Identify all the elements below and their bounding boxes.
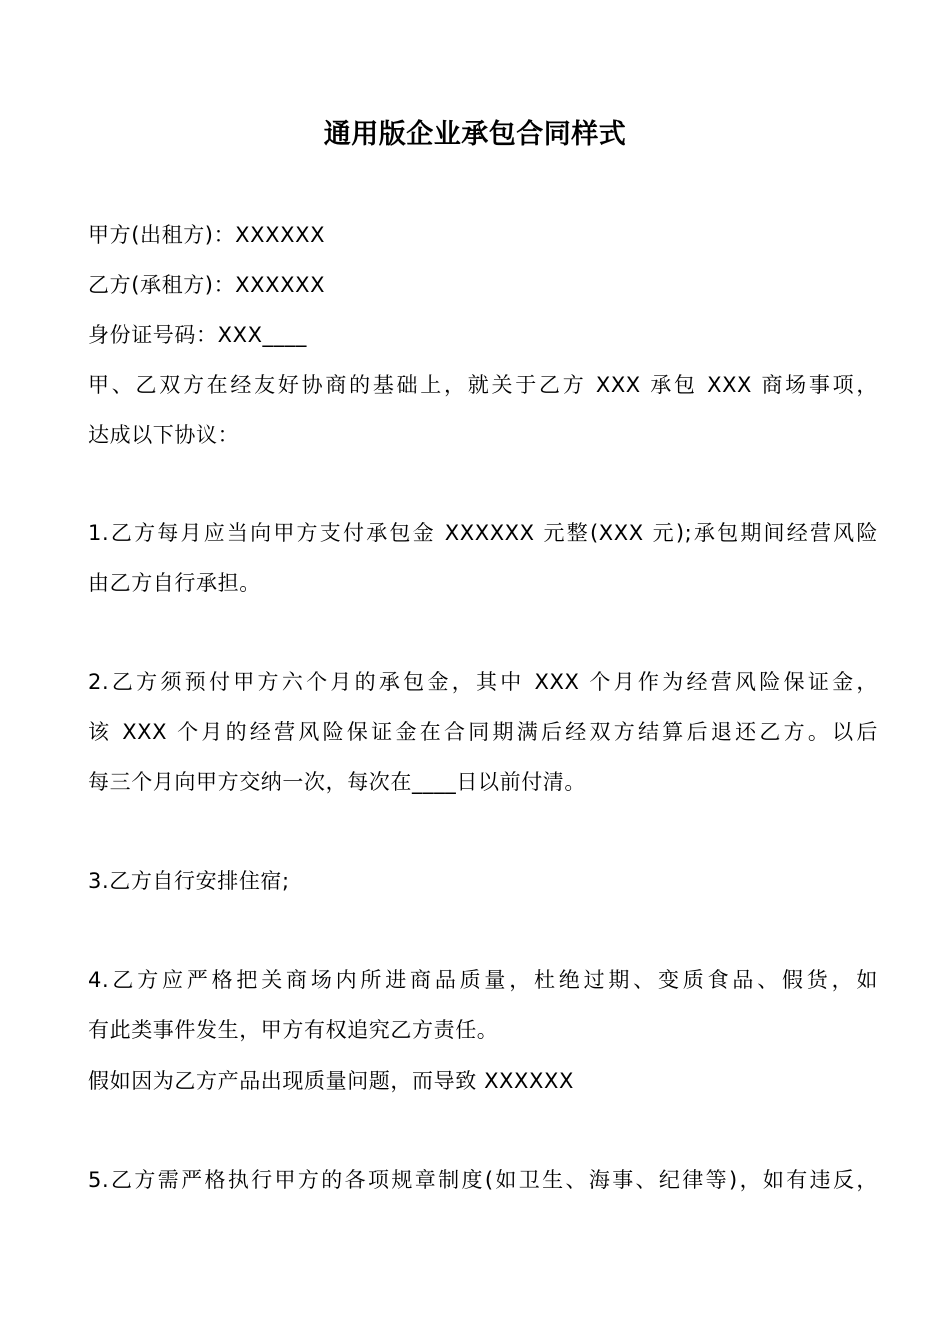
clause-2-text-2: 该 XXX 个月的经营风险保证金在合同期满后经双方结算后退还乙方。以后: [88, 720, 878, 744]
clause-4-line-1: [88, 963, 888, 997]
clause-1-line-1: [88, 516, 888, 550]
document-title: 通用版企业承包合同样式: [323, 119, 627, 150]
party-a-line: 甲方(出租方)：XXXXXX: [88, 223, 326, 247]
clause-5-text-1: 5.乙方需严格执行甲方的各项规章制度(如卫生、海事、纪律等)，如有违反，: [88, 1168, 878, 1192]
clause-2-line-2: [88, 715, 888, 749]
clause-3-line-1: 3.乙方自行安排住宿;: [88, 869, 290, 893]
clause-2-line-1: [88, 665, 888, 699]
intro-paragraph-line-2: 达成以下协议：: [88, 423, 240, 447]
intro-text-1: 甲、乙双方在经友好协商的基础上，就关于乙方 XXX 承包 XXX 商场事项，: [88, 373, 878, 397]
clause-4-line-3: 假如因为乙方产品出现质量问题，而导致 XXXXXX: [88, 1069, 574, 1093]
party-b-line: 乙方(承租方)：XXXXXX: [88, 273, 326, 297]
clause-2-text-1: 2.乙方须预付甲方六个月的承包金，其中 XXX 个月作为经营风险保证金，: [88, 670, 878, 694]
id-number-line: 身份证号码：XXX____: [88, 323, 307, 347]
intro-paragraph-line-1: [88, 368, 888, 402]
clause-1-text-1: 1.乙方每月应当向甲方支付承包金 XXXXXX 元整(XXX 元);承包期间经营风险: [88, 521, 878, 545]
clause-2-line-3: 每三个月向甲方交纳一次，每次在____日以前付清。: [88, 770, 586, 794]
clause-4-text-1: 4.乙方应严格把关商场内所进商品质量，杜绝过期、变质食品、假货，如: [88, 968, 878, 992]
clause-4-line-2: 有此类事件发生，甲方有权追究乙方责任。: [88, 1018, 499, 1042]
clause-5-line-1: [88, 1163, 888, 1197]
clause-1-line-2: 由乙方自行承担。: [88, 571, 261, 595]
